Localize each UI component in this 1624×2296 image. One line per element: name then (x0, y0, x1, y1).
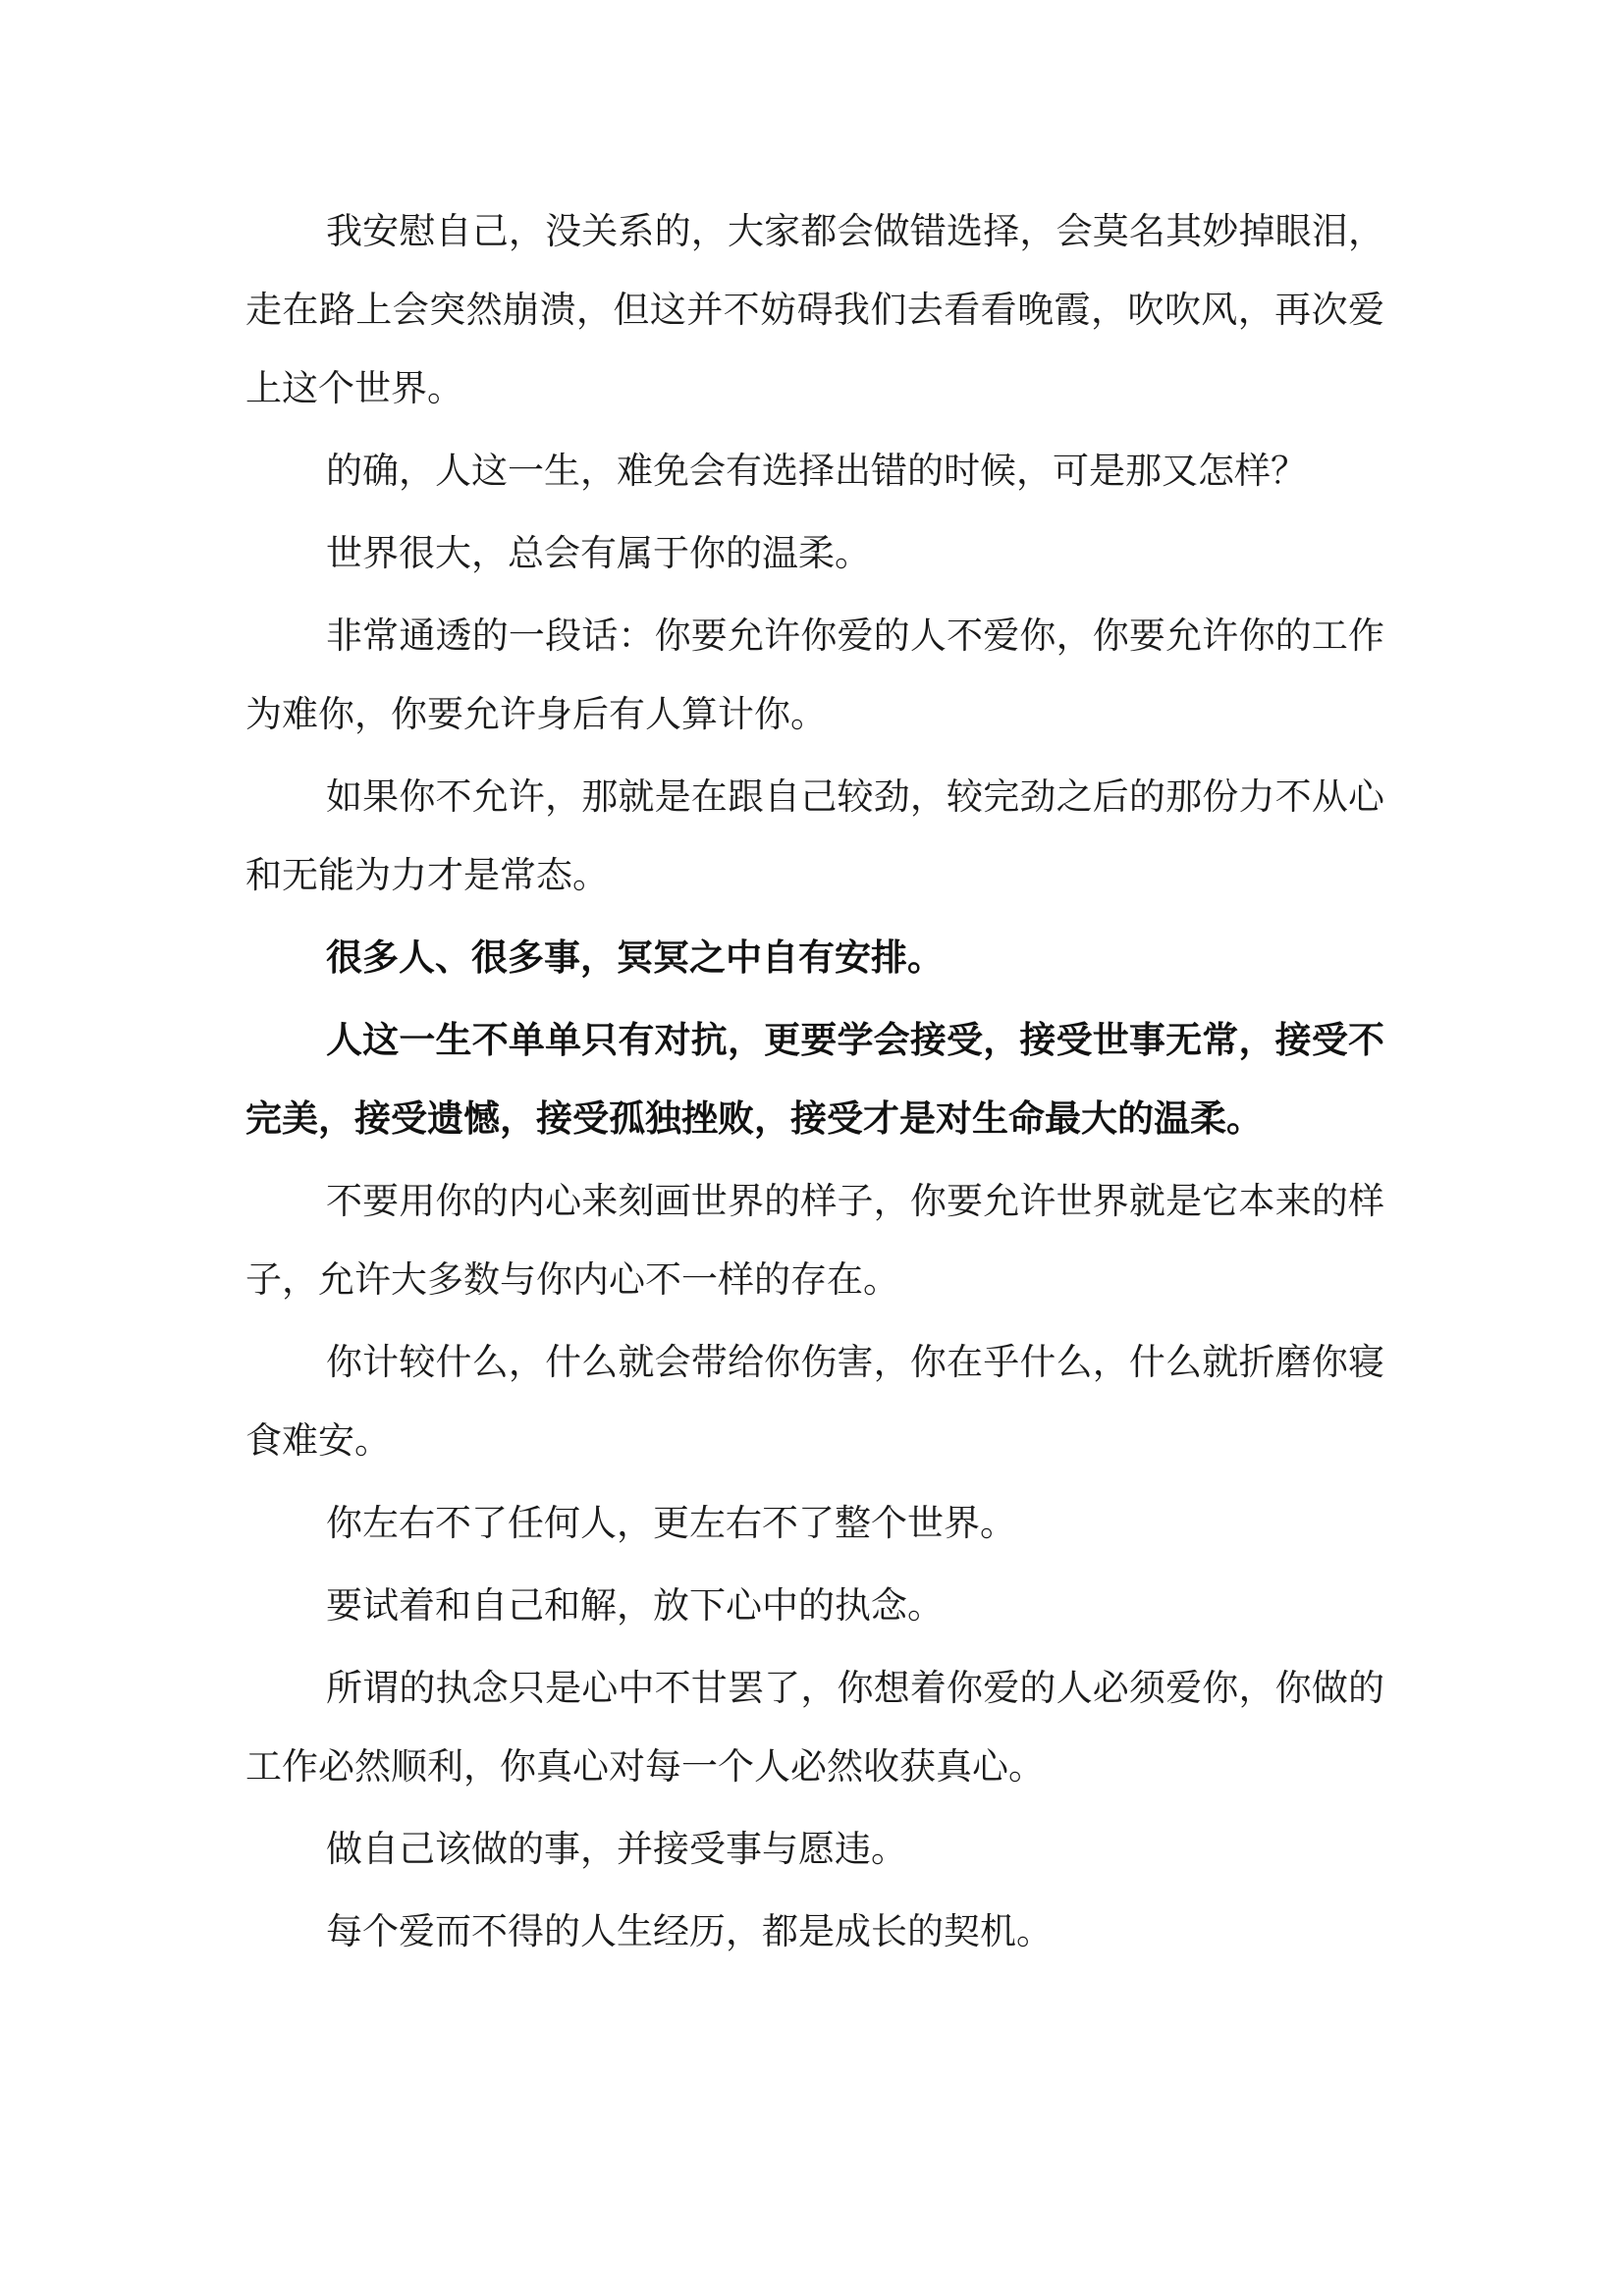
paragraph-8: 不要用你的内心来刻画世界的样子，你要允许世界就是它本来的样子，允许大多数与你内心不一样的存在。 (245, 1180, 1384, 1301)
paragraph-9: 你计较什么，什么就会带给你伤害，你在乎什么，什么就折磨你寝食难安。 (245, 1341, 1384, 1462)
paragraph-1: 我安慰自己，没关系的，大家都会做错选择，会莫名其妙掉眼泪，走在路上会突然崩溃，但这并不妨碍我们去看看晚霞，吹吹风，再次爱上这个世界。 (245, 210, 1384, 409)
paragraph-3: 世界很大，总会有属于你的温柔。 (326, 532, 871, 574)
paragraph-10: 你左右不了任何人，更左右不了整个世界。 (326, 1502, 1016, 1544)
paragraph-5: 如果你不允许，那就是在跟自己较劲，较完劲之后的那份力不从心和无能为力才是常态。 (245, 775, 1384, 896)
paragraph-13: 做自己该做的事，并接受事与愿违。 (326, 1828, 907, 1870)
paragraph-11: 要试着和自己和解，放下心中的执念。 (326, 1584, 944, 1627)
paragraph-7-bold: 人这一生不单单只有对抗，更要学会接受，接受世事无常，接受不完美，接受遗憾，接受孤独挫败，接受才是对生命最大的温柔。 (245, 1019, 1384, 1140)
paragraph-14: 每个爱而不得的人生经历，都是成长的契机。 (326, 1910, 1053, 1952)
paragraph-4: 非常通透的一段话：你要允许你爱的人不爱你，你要允许你的工作为难你，你要允许身后有人算计你。 (245, 614, 1384, 735)
paragraph-12: 所谓的执念只是心中不甘罢了，你想着你爱的人必须爱你，你做的工作必然顺利，你真心对每一个人必然收获真心。 (245, 1667, 1384, 1788)
paragraph-2: 的确，人这一生，难免会有选择出错的时候，可是那又怎样？ (326, 450, 1307, 492)
document-body (245, 192, 1384, 1971)
paragraph-6-bold: 很多人、很多事，冥冥之中自有安排。 (326, 936, 944, 979)
